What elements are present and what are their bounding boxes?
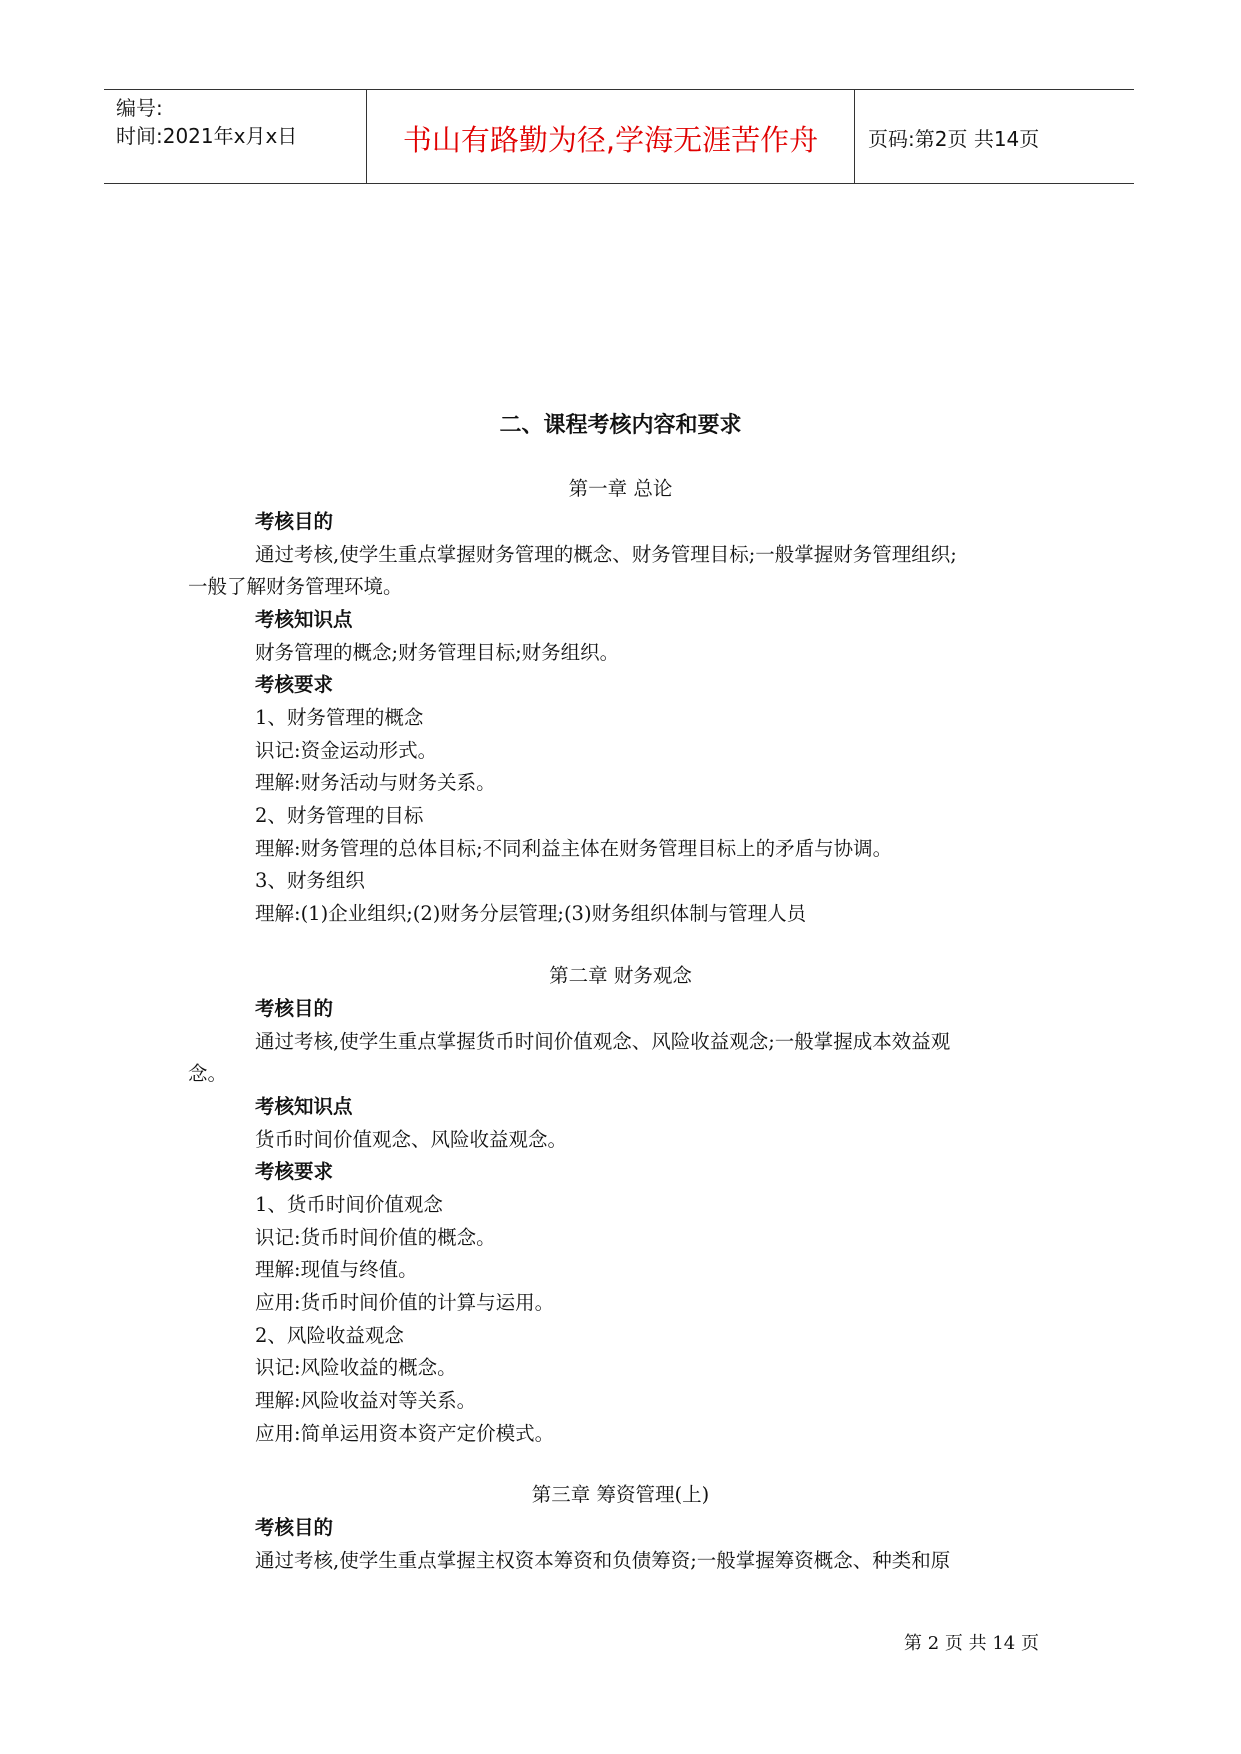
requirement-line: 理解:(1)企业组织;(2)财务分层管理;(3)财务组织体制与管理人员 [255, 902, 807, 925]
motto-text: 书山有路勤为径,学海无涯苦作舟 [402, 123, 819, 157]
chapter-title: 第一章 总论 [568, 477, 673, 500]
purpose-heading: 考核目的 [255, 510, 334, 533]
time-label: 时间:2021年x月x日 [116, 124, 298, 148]
paragraph-line: 财务管理的概念;财务管理目标;财务组织。 [255, 641, 620, 664]
requirement-line: 2、风险收益观念 [255, 1324, 404, 1347]
requirement-line: 理解:财务管理的总体目标;不同利益主体在财务管理目标上的矛盾与协调。 [255, 837, 893, 860]
requirement-line: 1、货币时间价值观念 [255, 1193, 443, 1216]
chapter-title: 第二章 财务观念 [549, 964, 692, 987]
paragraph-line: 念。 [188, 1062, 228, 1085]
requirement-line: 理解:财务活动与财务关系。 [255, 771, 496, 794]
requirements-heading: 考核要求 [255, 1160, 334, 1183]
requirement-line: 识记:风险收益的概念。 [255, 1356, 457, 1379]
requirement-line: 应用:简单运用资本资产定价模式。 [255, 1422, 555, 1445]
requirement-line: 应用:货币时间价值的计算与运用。 [255, 1291, 555, 1314]
page-footer: 第 2 页 共 14 页 [904, 1633, 1039, 1654]
knowledge-heading: 考核知识点 [255, 608, 353, 631]
requirement-line: 识记:资金运动形式。 [255, 739, 438, 762]
purpose-heading: 考核目的 [255, 997, 334, 1020]
requirements-heading: 考核要求 [255, 673, 334, 696]
number-label: 编号: [116, 96, 163, 120]
section-title: 二、课程考核内容和要求 [499, 413, 742, 438]
paragraph-line: 通过考核,使学生重点掌握财务管理的概念、财务管理目标;一般掌握财务管理组织; [255, 543, 957, 566]
header-motto-cell [367, 90, 855, 183]
paragraph-line: 通过考核,使学生重点掌握主权资本筹资和负债筹资;一般掌握筹资概念、种类和原 [255, 1549, 951, 1572]
requirement-line: 识记:货币时间价值的概念。 [255, 1226, 496, 1249]
page-code: 页码:第2页 共14页 [868, 127, 1040, 151]
requirement-line: 理解:风险收益对等关系。 [255, 1389, 477, 1412]
paragraph-line: 一般了解财务管理环境。 [188, 575, 403, 598]
header-info-cell [104, 90, 367, 183]
paragraph-line: 货币时间价值观念、风险收益观念。 [255, 1128, 568, 1151]
chapter-title: 第三章 筹资管理(上) [531, 1483, 710, 1506]
requirement-line: 2、财务管理的目标 [255, 804, 424, 827]
purpose-heading: 考核目的 [255, 1516, 334, 1539]
requirement-line: 3、财务组织 [255, 869, 365, 892]
requirement-line: 1、财务管理的概念 [255, 706, 424, 729]
knowledge-heading: 考核知识点 [255, 1095, 353, 1118]
header-page-cell [856, 90, 1134, 183]
requirement-line: 理解:现值与终值。 [255, 1258, 418, 1281]
page-header [104, 89, 1134, 184]
paragraph-line: 通过考核,使学生重点掌握货币时间价值观念、风险收益观念;一般掌握成本效益观 [255, 1030, 951, 1053]
